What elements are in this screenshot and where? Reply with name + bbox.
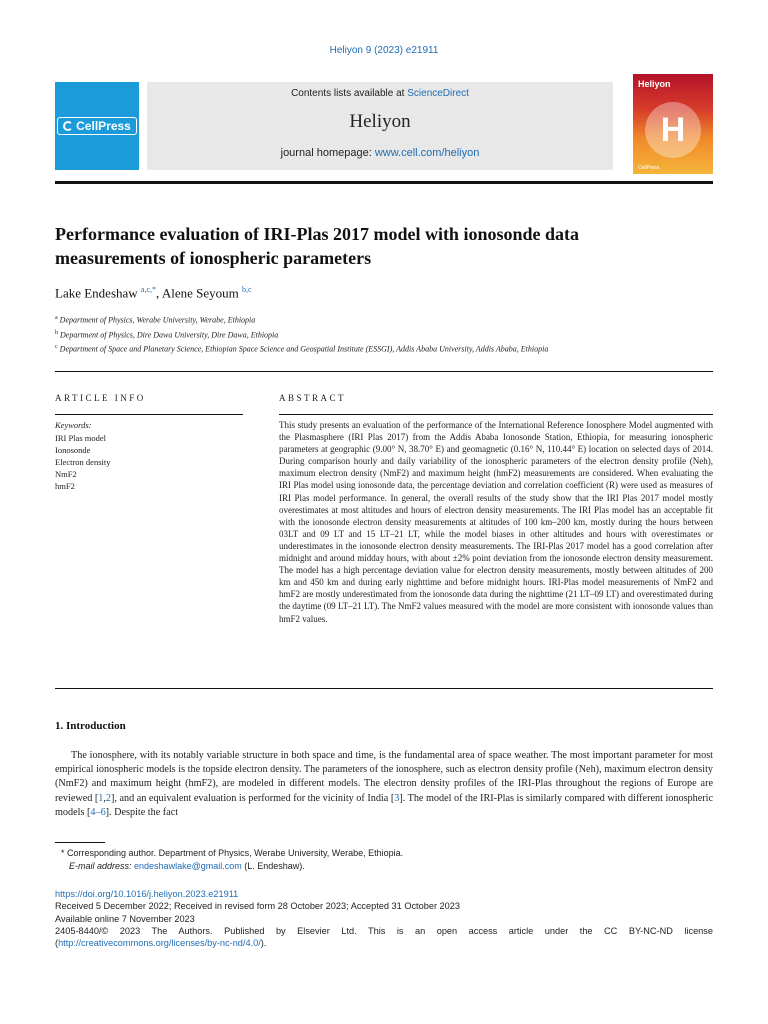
affiliation-text: Department of Physics, Werabe University, Werabe, Ethiopia bbox=[59, 315, 256, 325]
affiliation-mark: c bbox=[55, 344, 58, 351]
info-top-divider bbox=[55, 371, 713, 372]
journal-cover-image[interactable] bbox=[633, 74, 713, 174]
affiliation-mark: b bbox=[55, 329, 58, 336]
keyword-list bbox=[55, 432, 110, 492]
corresponding-author-note: * Corresponding author. Department of Physics, Werabe University, Werabe, Ethiopia. bbox=[61, 848, 404, 858]
introduction-paragraph bbox=[55, 749, 713, 820]
homepage-link[interactable]: www.cell.com/heliyon bbox=[374, 147, 480, 159]
cover-title: Heliyon bbox=[638, 79, 671, 89]
article-info-heading: ARTICLE INFO bbox=[55, 393, 146, 403]
journal-name: Heliyon bbox=[349, 111, 411, 132]
journal-citation[interactable]: Heliyon 9 (2023) e21911 bbox=[329, 45, 439, 56]
header-divider bbox=[55, 181, 713, 184]
author-affiliation-marks[interactable]: a,c,* bbox=[140, 285, 157, 294]
abstract-text: This study presents an evaluation of the performance of the International Reference Ionosphere Model augmented with the Plasmasphere (IRI Plas 2017) from the Addis Ababa Ionosonde Station, Ethiopia, for measuring ionospheric parameters at geographic (9.00° N, 38.70° E) and geomagnetic (0.16° N, 110.44° E) location on selected days of 2014. During comparison hourly and daily variability of the ionospheric parameters of the electron density profile (Neh), maximum electron density (NmF2) and maximum height (hmF2) measurements are considered. When evaluating the IRI Plas model using ionosonde data, the percentage deviation and correlation coefficient (R) were used as measures of IRI Plas model performance. In general, the overall results of the study show that the IRI Plas 2017 model mostly overestimates at most altitudes and hours of electron density measurements. The IRI Plas model has an acceptable fit with the ionosonde electron density measurements at altitudes of 100 km–200 km, mostly during the hours between 03LT and 09 LT and 15 LT–21 LT, while the model biases in other altitudes and hours with overestimates or underestimates in the ionosonde electron density measurements. The IRI-Plas 2017 model has a good correlation after midnight and around midday hours, with about ±2% point deviation from the ionosonde electron density measurement. The model has a high percentage deviation value for electron density measurements, mostly between altitudes of 200 km and 450 km and during early nighttime and before midnight hours. IRI-Plas model measurements of NmF2 and hmF2 are mostly underestimated from the ionosonde data during the nighttime (21 LT–09 LT) and overestimated during the daytime (09 LT–21 LT). The NmF2 values measured with the model are more consistent with ionosonde values than hmF2 values. bbox=[279, 420, 713, 624]
email-label: E-mail address: bbox=[69, 861, 135, 871]
intro-text-segment: ]. The model of the IRI-Plas is similarly compared with different ionospheric models [ bbox=[55, 792, 713, 818]
homepage-prefix: journal homepage: bbox=[280, 147, 375, 159]
affiliation-text: Department of Space and Planetary Science, Ethiopian Space Science and Geospatial Institute (ESSGI), Addis Ababa University, Addis Ababa, Ethiopia bbox=[59, 344, 549, 354]
doi-link[interactable]: https://doi.org/10.1016/j.heliyon.2023.e21911 bbox=[55, 889, 239, 899]
author-affiliation-marks[interactable]: b,c bbox=[241, 285, 252, 294]
license-link[interactable]: http://creativecommons.org/licenses/by-nc-nd/4.0/ bbox=[58, 938, 261, 949]
reference-link[interactable]: 1 bbox=[98, 792, 104, 804]
keyword-item: Ionosonde bbox=[55, 445, 91, 455]
cover-publisher: CellPress bbox=[638, 165, 660, 171]
homepage-line bbox=[147, 147, 613, 159]
email-note bbox=[55, 860, 713, 872]
reference-link[interactable]: 4–6 bbox=[90, 806, 106, 818]
article-info-divider bbox=[55, 414, 243, 415]
reference-link[interactable]: 3 bbox=[394, 792, 400, 804]
article-title: Performance evaluation of IRI-Plas 2017 model with ionosonde data measurements of ionospheric parameters bbox=[55, 224, 579, 268]
intro-text-segment: The ionosphere, with its notably variable structure in both space and time, is the fundamental area of space weather. The most important parameter for most empirical ionospheric models is the topside electron density. The parameters of the ionosphere, such as electron density profile (Neh), maximum electron density (NmF2) and maximum height (hmF2), are modeled in different models. The electron density profiles of the IRI-Plas throughout the regions of Europe are reviewed [ bbox=[55, 750, 713, 804]
keyword-item: NmF2 bbox=[55, 469, 77, 479]
author-list: Lake Endeshaw $^{a,c,*}$, Alene Seyoum $^{b,c}$ bbox=[55, 285, 252, 301]
affiliation-list bbox=[55, 312, 615, 356]
author-name: Alene Seyoum bbox=[161, 285, 239, 301]
affiliation-text: Department of Physics, Dire Dawa University, Dire Dawa, Ethiopia bbox=[60, 330, 279, 340]
publication-info bbox=[55, 888, 713, 949]
cover-h-icon: H bbox=[645, 102, 701, 158]
intro-text-segment: ], and an equivalent evaluation is performed for the vicinity of India [ bbox=[111, 792, 395, 804]
abstract-heading: ABSTRACT bbox=[279, 393, 347, 403]
cellpress-logo-text: CellPress bbox=[76, 119, 131, 133]
keywords-label: Keywords: bbox=[55, 420, 92, 430]
contents-line bbox=[147, 88, 613, 99]
affiliation-item bbox=[55, 312, 615, 327]
journal-masthead bbox=[55, 74, 713, 178]
intro-text-segment: , bbox=[103, 792, 106, 804]
paren-close: ). bbox=[260, 938, 267, 949]
keyword-item: hmF2 bbox=[55, 481, 75, 491]
history-dates: Received 5 December 2022; Received in revised form 28 October 2023; Accepted 31 October 2023 bbox=[55, 901, 460, 912]
introduction-heading: 1. Introduction bbox=[55, 720, 126, 732]
abstract-divider bbox=[279, 414, 713, 415]
journal-info-box bbox=[147, 82, 613, 170]
email-link[interactable]: endeshawlake@gmail.com bbox=[134, 861, 242, 871]
footnote-divider bbox=[55, 842, 105, 843]
keyword-item: Electron density bbox=[55, 457, 111, 467]
sciencedirect-link[interactable]: ScienceDirect bbox=[407, 88, 469, 99]
author-name: Lake Endeshaw bbox=[55, 285, 138, 301]
affiliation-item bbox=[55, 341, 615, 356]
cellpress-logo bbox=[57, 117, 137, 135]
affiliation-item bbox=[55, 327, 615, 342]
email-suffix: (L. Endeshaw). bbox=[241, 861, 305, 871]
affiliation-mark: a bbox=[55, 315, 58, 321]
contents-prefix: Contents lists available at bbox=[291, 88, 408, 99]
intro-text-segment: ]. Despite the fact bbox=[105, 806, 179, 818]
paren-open: ( bbox=[55, 938, 59, 949]
available-online: Available online 7 November 2023 bbox=[55, 913, 195, 924]
license-url-line bbox=[55, 937, 713, 949]
license-line: 2405-8440/© 2023 The Authors. Published by Elsevier Ltd. This is an open access article under the CC BY-NC-ND license bbox=[55, 925, 713, 936]
abstract-bottom-divider bbox=[55, 688, 713, 689]
keyword-item: IRI Plas model bbox=[55, 433, 106, 443]
cellpress-mark-icon bbox=[63, 121, 73, 131]
cellpress-logo-box[interactable] bbox=[55, 82, 139, 170]
reference-link[interactable]: 2 bbox=[105, 792, 112, 804]
